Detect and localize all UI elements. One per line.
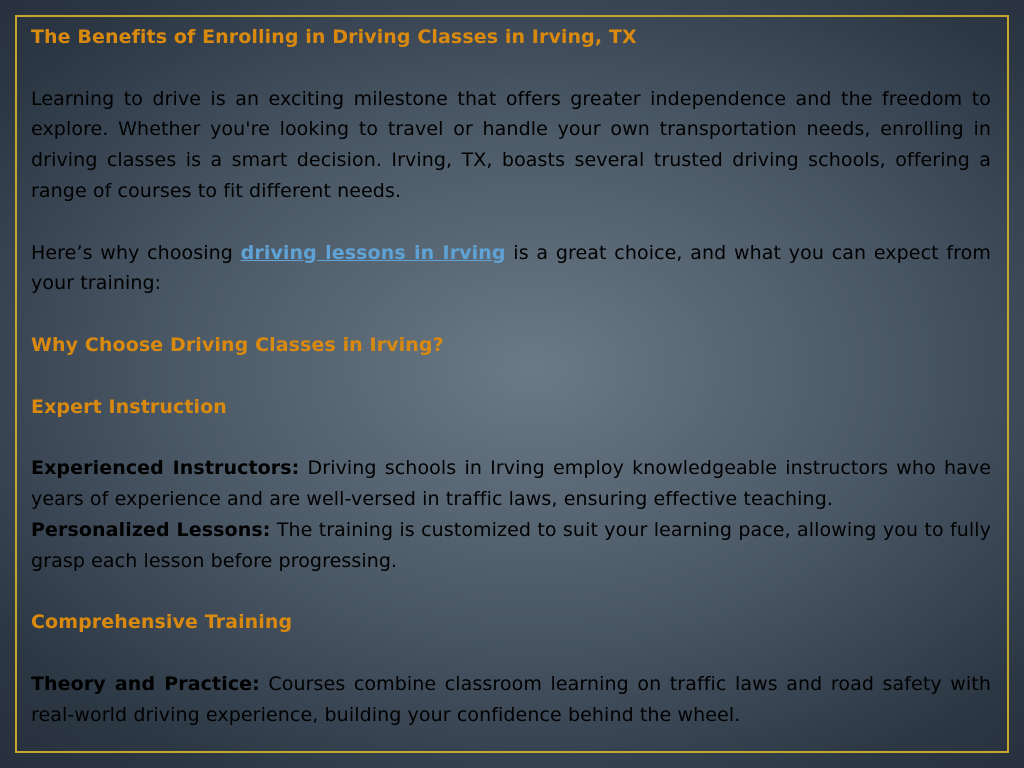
- slide-content: [31, 22, 991, 730]
- item-lead: Theory and Practice:: [31, 672, 260, 695]
- item-lead: Personalized Lessons:: [31, 518, 271, 541]
- driving-lessons-link[interactable]: driving lessons in Irving: [240, 241, 506, 264]
- item-lead: Experienced Instructors:: [31, 457, 300, 480]
- why-intro-text-before: Here’s why choosing: [31, 241, 241, 264]
- page-title: The Benefits of Enrolling in Driving Classes in Irving, TX: [31, 26, 637, 48]
- section-heading: Why Choose Driving Classes in Irving?: [31, 333, 444, 356]
- why-intro-text-after: is a great choice, and what you can expect from your training:: [31, 241, 991, 295]
- item-text: The training is customized to suit your learning pace, allowing you to fully grasp each lesson before progressing.: [31, 518, 991, 572]
- item-text: Courses combine classroom learning on traffic laws and road safety with real-world driving experience, building your confidence behind the wheel.: [31, 672, 991, 726]
- list-item: [31, 669, 991, 731]
- expert-instruction-heading: Expert Instruction: [31, 395, 227, 418]
- why-intro-paragraph: [31, 238, 991, 300]
- comprehensive-training-heading: Comprehensive Training: [31, 611, 293, 634]
- list-item: [31, 515, 991, 577]
- intro-paragraph: Learning to drive is an exciting milestone that offers greater independence and the freedom to explore. Whether you're looking to travel or handle your own transportation needs, enrolling in driving classes is a smart decision. Irving, TX, boasts several trusted driving schools, offering a range of courses to fit different needs.: [31, 87, 991, 202]
- list-item: [31, 453, 991, 515]
- item-text: Driving schools in Irving employ knowledgeable instructors who have years of experience and are well-versed in traffic laws, ensuring effective teaching.: [31, 457, 991, 510]
